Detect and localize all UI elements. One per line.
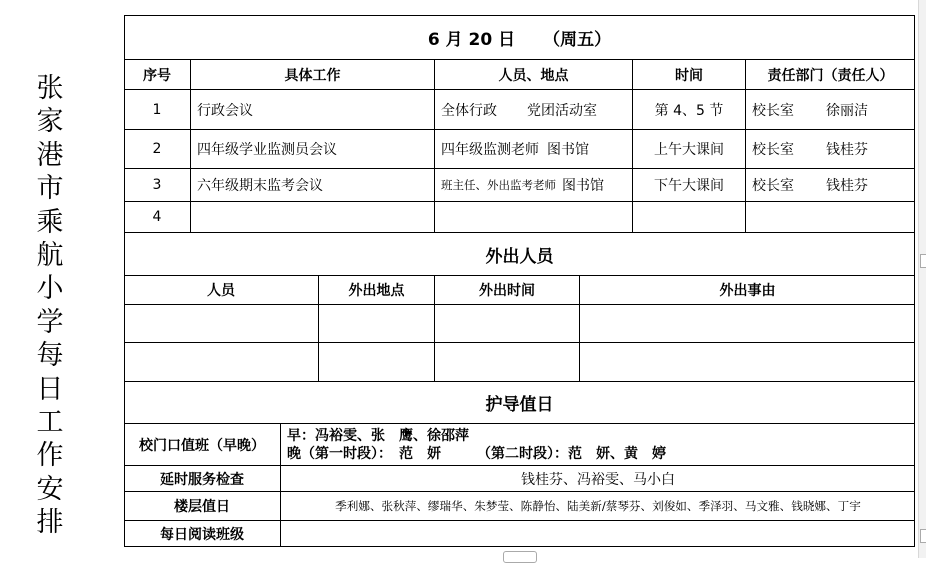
row-people-place: 全体行政 党团活动室 <box>441 102 597 119</box>
title-char: 乘 <box>36 206 64 238</box>
row-work: 六年级期末监考会议 <box>197 178 323 194</box>
title-char: 小 <box>36 273 64 305</box>
outgoing-title: 外出人员 <box>485 246 554 267</box>
title-char: 工 <box>36 407 64 439</box>
title-char: 作 <box>36 440 64 472</box>
rule <box>124 342 915 343</box>
row-dept: 校长室 钱桂芬 <box>752 142 868 158</box>
title-char: 排 <box>36 507 64 539</box>
row-no: 1 <box>152 101 162 118</box>
title-char: 每 <box>36 340 64 372</box>
col-header-no: 序号 <box>143 67 171 84</box>
weekday-text: （周五） <box>543 30 612 50</box>
out-col-time: 外出时间 <box>479 283 535 299</box>
scroll-handle[interactable] <box>920 254 926 268</box>
row-dept <box>746 202 915 232</box>
col-header-people: 人员、地点 <box>498 67 569 84</box>
title-char: 张 <box>36 73 64 104</box>
reading-class-label: 每日阅读班级 <box>160 526 244 543</box>
row-no: 2 <box>152 141 162 157</box>
reading-class-value <box>281 521 915 546</box>
scrollbar-track[interactable] <box>918 0 926 558</box>
col-header-dept: 责任部门（责任人） <box>767 67 894 84</box>
out-col-reason: 外出事由 <box>719 283 776 299</box>
row-no: 4 <box>152 209 162 225</box>
scroll-handle[interactable] <box>920 529 926 543</box>
row-work: 四年级学业监测员会议 <box>197 142 337 158</box>
title-char: 学 <box>36 306 64 338</box>
gate-morning: 早：冯裕雯、张 鹰、徐邵萍 <box>287 427 469 444</box>
out-col-people: 人员 <box>207 283 235 299</box>
rule <box>124 304 915 305</box>
row-time <box>633 202 745 232</box>
gate-duty-value <box>281 424 915 465</box>
row-time: 下午大课间 <box>654 178 724 194</box>
floor-duty-value: 季利娜、张秋萍、缪瑞华、朱梦莹、陈静怡、陆美新/蔡琴芬、刘俊如、季泽羽、马文雅、钱晓娜、丁宇 <box>335 499 861 513</box>
row-people-place: 四年级监测老师 图书馆 <box>441 142 589 158</box>
row-people-place <box>435 202 632 232</box>
row-work: 行政会议 <box>197 102 253 119</box>
page-tab-handle[interactable] <box>503 551 537 563</box>
delay-service-label: 延时服务检查 <box>160 471 244 488</box>
floor-duty-label: 楼层值日 <box>174 499 230 515</box>
title-char: 家 <box>36 106 64 138</box>
title-char: 航 <box>36 240 64 272</box>
col-header-time: 时间 <box>675 67 703 84</box>
row-time: 上午大课间 <box>654 142 724 158</box>
title-char: 日 <box>36 373 64 405</box>
gate-duty-label: 校门口值班（早晚） <box>139 437 265 454</box>
duty-title: 护导值日 <box>485 395 554 415</box>
vertical-title <box>30 72 70 540</box>
row-time: 第 4、5 节 <box>654 102 724 119</box>
date-text: 6 月 20 日 <box>427 30 516 50</box>
title-char: 港 <box>36 139 64 171</box>
date-header <box>124 16 915 59</box>
row-work <box>191 202 434 232</box>
row-dept: 校长室 徐丽洁 <box>752 102 868 119</box>
row-no: 3 <box>152 177 162 193</box>
row-dept: 校长室 钱桂芬 <box>752 178 868 194</box>
delay-service-value: 钱桂芬、冯裕雯、马小白 <box>521 471 675 488</box>
gate-evening-second: （第二时段）：范 妍、黄 婷 <box>477 445 666 462</box>
gate-evening-first: 晚（第一时段）： 范 妍 <box>287 445 441 462</box>
col-header-work: 具体工作 <box>284 67 341 84</box>
out-col-place: 外出地点 <box>348 283 405 299</box>
title-char: 安 <box>36 473 64 505</box>
title-char: 市 <box>36 173 64 205</box>
row-people-place: 班主任、外出监考老师 图书馆 <box>441 178 604 194</box>
